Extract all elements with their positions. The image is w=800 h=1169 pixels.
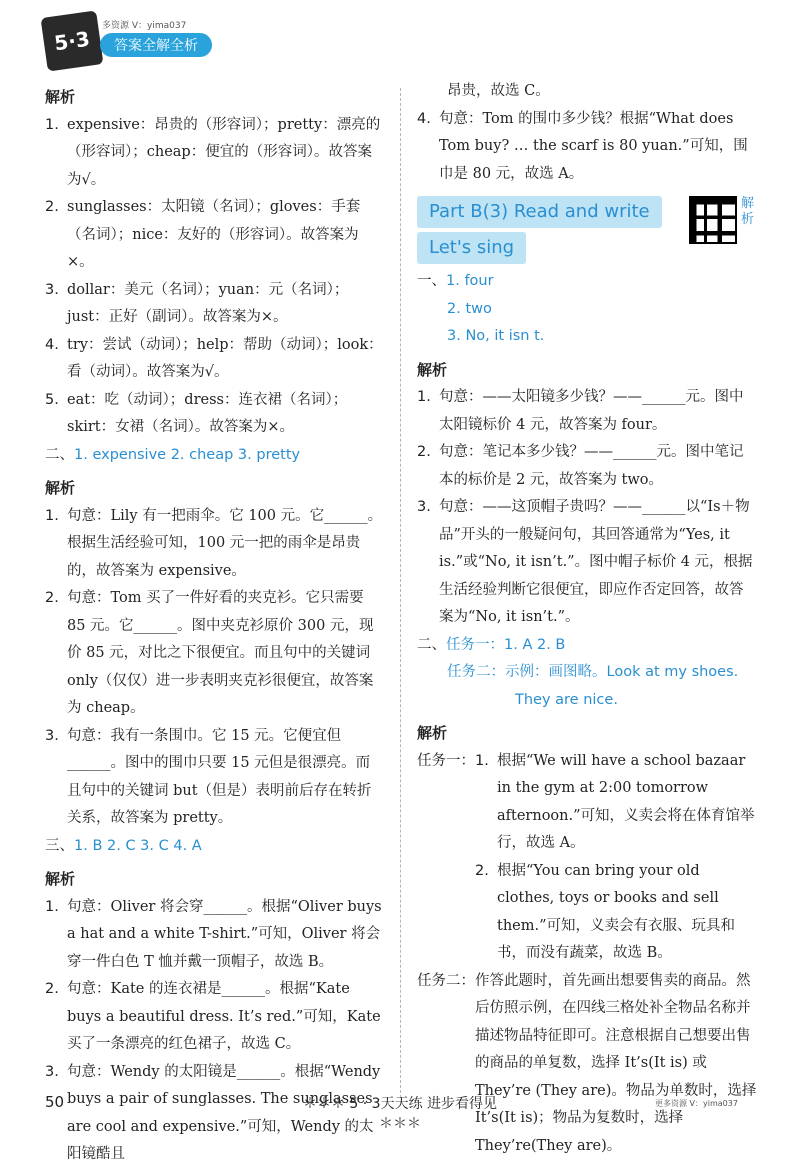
list-item xyxy=(417,106,757,189)
left-column xyxy=(45,78,383,1169)
answer-text: 任务一：1. A 2. B xyxy=(446,636,566,653)
analysis-heading: 解析 xyxy=(45,870,76,888)
item-text: 句意：Tom 的围巾多少钱？根据“What does Tom buy? … the scarf is 80 yuan.”可知，围巾是 80 元，故选 A。 xyxy=(439,110,748,182)
item-text: expensive：昂贵的（形容词）；pretty：漂亮的（形容词）；cheap：便宜的（形容词）。故答案为√。 xyxy=(67,116,381,188)
answer-line xyxy=(45,833,383,861)
item-number: 1. xyxy=(45,116,59,133)
answer-text: 任务二：示例：画图略。Look at my shoes. xyxy=(447,664,739,680)
answer-text: 1. four xyxy=(446,273,494,289)
item-text: 作答此题时，首先画出想要售卖的商品。然后仿照示例，在四线三格处补全物品名称并描述物品特征即可。注意根据自己想要出售的商品的单复数，选择 It’s(It is) 或 They’re (They are)。物品为单数时，选择 It’s(It is)；物品为复数时，选择 They’re(They are)。 xyxy=(475,972,757,1154)
list-item xyxy=(45,277,383,332)
item-text: dollar：美元（名词）；yuan：元（名词）；just：正好（副词）。故答案为×。 xyxy=(67,281,349,325)
answer-block xyxy=(417,268,757,351)
right-column xyxy=(417,78,757,1160)
item-text: 根据“We will have a school bazaar in the gym at 2:00 tomorrow afternoon.”可知，义卖会将在体育馆举行，故选 A。 xyxy=(497,752,755,851)
section-banner: 答案全解全析 xyxy=(100,33,212,57)
item-number: 1. xyxy=(475,752,489,769)
item-number: 4. xyxy=(45,336,59,353)
qr-code-icon[interactable] xyxy=(689,196,737,244)
column-divider xyxy=(400,88,401,1098)
item-text: 句意：Lily 有一把雨伞。它 100 元。它______。根据生活经验可知，100 元一把的雨伞是昂贵的，故答案为 expensive。 xyxy=(67,507,383,579)
task-label: 任务二： xyxy=(417,972,475,989)
item-text: 句意：Tom 买了一件好看的夹克衫。它只需要 85 元。它______。图中夹克衫原价 300 元，现价 85 元，对比之下很便宜。而且句中的关键词 only（仅仅）进一步表明夹克衫很便宜，故答案为 cheap。 xyxy=(67,590,374,716)
item-number: 1. xyxy=(417,389,431,405)
list-item xyxy=(45,503,383,586)
item-number: 5. xyxy=(45,391,59,408)
analysis-heading: 解析 xyxy=(417,724,448,742)
answer-text: 1. B 2. C 3. C 4. A xyxy=(74,837,202,854)
item-number: 2. xyxy=(45,590,59,606)
list-item xyxy=(417,384,757,439)
analysis-heading: 解析 xyxy=(45,479,76,497)
list-item xyxy=(45,112,383,195)
item-number: 4. xyxy=(417,110,431,127)
item-text: 句意：Kate 的连衣裙是______。根据“Kate buys a beautiful dress. It’s red.”可知，Kate 买了一条漂亮的红色裙子，故选 C。 xyxy=(67,981,381,1052)
item-number: 1. xyxy=(45,898,59,915)
list-item xyxy=(475,858,757,968)
section-label: 二、 xyxy=(45,446,74,463)
item-number: 1. xyxy=(45,507,59,524)
list-item xyxy=(45,585,383,723)
list-item xyxy=(45,723,383,833)
task-label: 任务一： xyxy=(417,752,475,769)
list-item xyxy=(45,332,383,387)
analysis-list xyxy=(417,384,757,632)
answer-text: 1. expensive 2. cheap 3. pretty xyxy=(74,446,301,463)
item-text: 句意：笔记本多少钱？——______元。图中笔记本的标价是 2 元，故答案为 two。 xyxy=(439,444,744,488)
item-number: 2. xyxy=(475,862,489,879)
list-item xyxy=(45,387,383,442)
answer-block xyxy=(417,632,757,715)
item-number: 2. xyxy=(45,981,59,997)
item-text: eat：吃（动词）；dress：连衣裙（名词）；skirt：女裙（名词）。故答案为×。 xyxy=(67,391,348,435)
answer-text: 3. No, it isn t. xyxy=(447,328,545,344)
analysis-list xyxy=(45,503,383,833)
item-number: 3. xyxy=(45,727,59,744)
part-subtitle: Let's sing xyxy=(417,232,526,264)
section-label: 三、 xyxy=(45,837,74,854)
answer-text: 2. two xyxy=(447,300,492,317)
item-text: try：尝试（动词）；help：帮助（动词）；look：看（动词）。故答案为√。 xyxy=(67,336,383,380)
part-title: Part B(3) Read and write xyxy=(417,196,662,228)
page-number: 50 xyxy=(45,1093,65,1111)
analysis-list xyxy=(45,112,383,442)
item-number: 2. xyxy=(45,199,59,215)
item-text: 句意：——太阳镜多少钱？——______元。图中太阳镜标价 4 元，故答案为 four。 xyxy=(439,389,744,433)
item-text: 句意：Oliver 将会穿______。根据“Oliver buys a hat and a white T-shirt.”可知，Oliver 将会穿一件白色 T 恤并戴一顶帽子，故选 B。 xyxy=(67,898,382,970)
list-item xyxy=(45,976,383,1059)
item-text: sunglasses：太阳镜（名词）；gloves：手套（名词）；nice：友好的（形容词）。故答案为×。 xyxy=(67,199,361,270)
item-number: 2. xyxy=(417,444,431,460)
item-text: 根据“You can bring your old clothes, toys or books and sell them.”可知，义卖会有衣服、玩具和书，而没有蔬菜，故选 B。 xyxy=(497,862,736,961)
item-text: 句意：Wendy 的太阳镜是______。根据“Wendy buys a pair of sunglasses. The sunglasses are cool and expensive.”可知，Wendy 的太阳镜酷且 xyxy=(67,1063,381,1162)
item-number: 3. xyxy=(417,499,431,515)
item-text: 句意：——这顶帽子贵吗？——______以“Is＋物品”开头的一般疑问句，其回答通常为“Yes, it is.”或“No, it isn’t.”。图中帽子标价 4 元，根据生活经验判断它很便宜，即应作否定回答，故答案为“No, it isn’t.”。 xyxy=(439,499,753,625)
section-label: 一、 xyxy=(417,273,446,289)
list-item xyxy=(45,194,383,277)
answer-text: They are nice. xyxy=(515,691,618,708)
item-number: 3. xyxy=(45,1063,59,1080)
qr-label: 解析 xyxy=(741,196,755,227)
list-item xyxy=(475,748,757,858)
item-text: 句意：我有一条围巾。它 15 元。它便宜但______。图中的围巾只要 15 元但是很漂亮。而且句中的关键词 but（但是）表明前后存在转折关系，故答案为 pretty。 xyxy=(67,727,372,826)
task-block xyxy=(417,748,757,968)
section-label: 二、 xyxy=(417,636,446,653)
list-item xyxy=(417,439,757,494)
item-number: 3. xyxy=(45,281,59,298)
list-item xyxy=(45,894,383,977)
list-item xyxy=(417,494,757,632)
brand-logo: 5·3 xyxy=(41,10,104,71)
analysis-heading: 解析 xyxy=(417,360,448,379)
footer-note: 更多资源 V：yima037 xyxy=(655,1099,738,1108)
part-header xyxy=(417,196,757,264)
footer-slogan: ＊＊＊ 5 · 3天天练 进步看得见 ＊＊＊ xyxy=(302,1096,498,1132)
answer-line xyxy=(45,442,383,470)
top-note: 多资源 V：yima037 xyxy=(102,21,187,31)
continued-text: 昂贵，故选 C。 xyxy=(447,83,550,99)
page-header xyxy=(0,0,800,75)
analysis-heading: 解析 xyxy=(45,88,76,106)
